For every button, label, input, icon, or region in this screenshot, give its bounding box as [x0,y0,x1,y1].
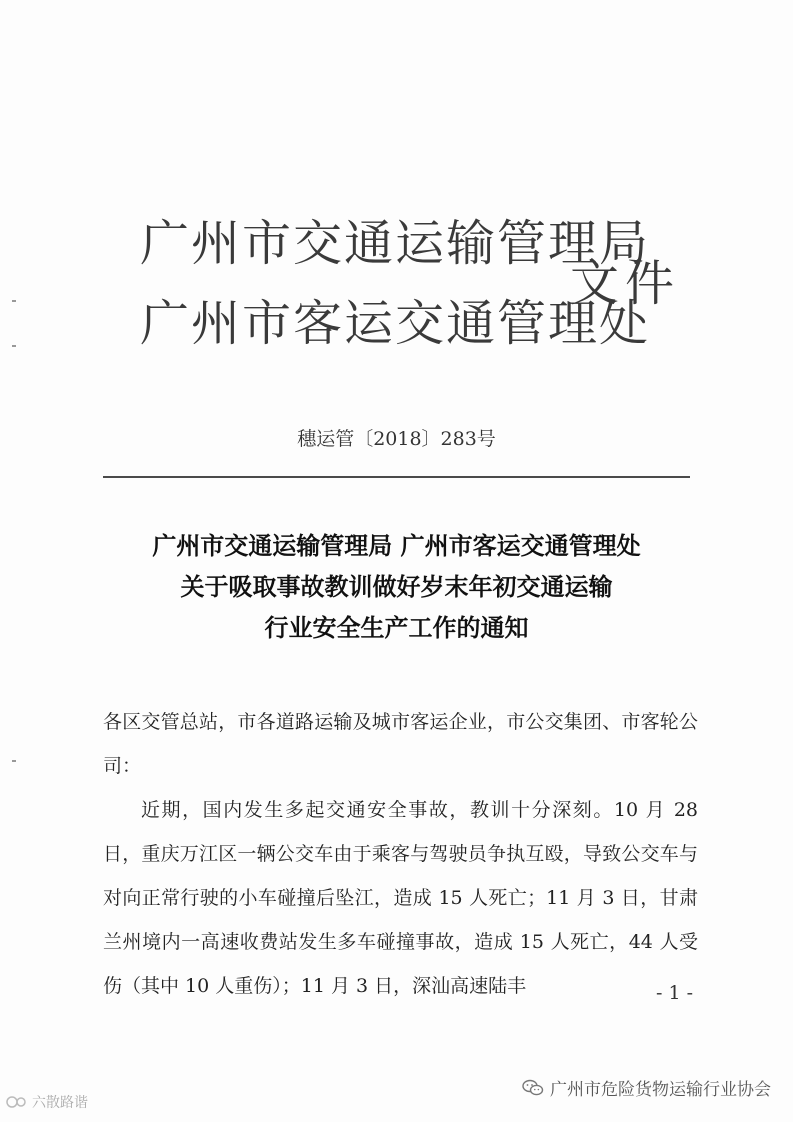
title-line-2: 关于吸取事故教训做好岁末年初交通运输 [180,573,613,601]
account-watermark [522,1075,771,1100]
source-name: 六散路谐 [32,1095,88,1111]
source-watermark [6,1092,88,1112]
margin-mark [12,300,16,302]
issuer-header [140,205,700,375]
issuer-name-2: 广州市客运交通管理处 [140,295,651,352]
body-paragraph: 近期，国内发生多起交通安全事故，教训十分深刻。10 月 28 日，重庆万江区一辆公交车由于乘客与驾驶员争执互殴，导致公交车与对向正常行驶的小车碰撞后坠江，造成 15 人死亡；11 月 3 日，甘肃兰州境内一高速收费站发生多车碰撞事故，造成 15 人死亡，44 人受伤（其中 10 人重伤）；11 月 3 日，深汕高速陆丰 [103,799,698,997]
issuer-name-1: 广州市交通运输管理局 [140,215,651,272]
document-body [103,700,698,1008]
page-number: - 1 - [655,982,693,1004]
title-line-3: 行业安全生产工作的通知 [264,614,529,642]
issuer-suffix: 文件 [570,255,681,312]
margin-mark [12,345,16,347]
wechat-icon [522,1079,544,1097]
header-divider [103,476,690,478]
account-name: 广州市危险货物运输行业协会 [550,1080,771,1100]
document-number: 穗运管〔2018〕283号 [297,428,496,450]
recipients: 各区交管总站，市各道路运输及城市客运企业，市公交集团、市客轮公司： [103,711,698,777]
margin-mark [12,760,16,762]
title-line-1: 广州市交通运输管理局 广州市客运交通管理处 [152,532,641,560]
document-title [0,526,793,649]
logo-icon [6,1095,28,1109]
